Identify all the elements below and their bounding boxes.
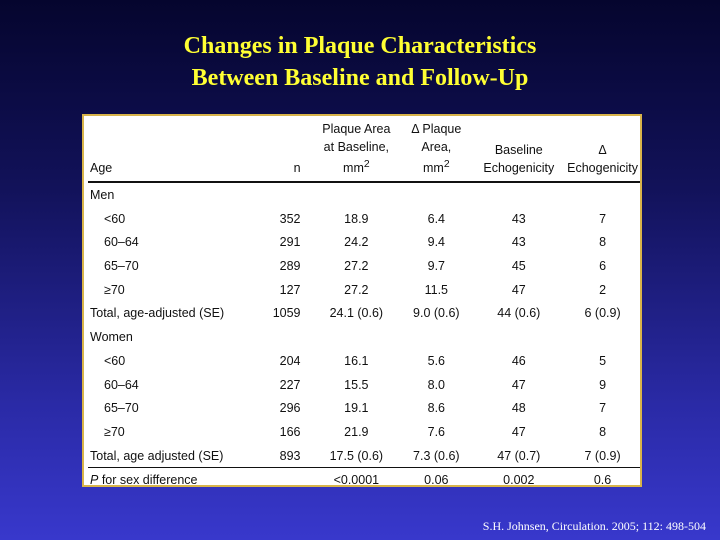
row-delta-echogenicity: 7	[599, 401, 607, 416]
row-delta-echogenicity: 2	[599, 282, 607, 297]
slide-title	[0, 30, 720, 94]
row-delta-echogenicity: 9	[599, 377, 607, 392]
table-row	[88, 373, 640, 397]
table-row	[88, 444, 640, 468]
table-row	[88, 302, 640, 326]
plaque-table	[88, 120, 640, 492]
row-delta-echogenicity: 7	[599, 211, 607, 226]
row-baseline-echogenicity: 43	[511, 235, 526, 250]
header-n: n	[293, 161, 301, 176]
row-delta-echogenicity: 6	[599, 259, 607, 274]
table-row	[88, 420, 640, 444]
row-baseline-echogenicity: 44 (0.6)	[497, 306, 541, 321]
p-label: P for sex difference	[88, 468, 259, 492]
row-baseline-echogenicity: 45	[511, 259, 526, 274]
p-delta-echo: 0.6	[565, 468, 640, 492]
row-delta-plaque-area: 5.6	[427, 353, 446, 368]
row-baseline-echogenicity: 47	[511, 424, 526, 439]
row-baseline-echogenicity: 47	[511, 282, 526, 297]
row-plaque-area: 21.9	[344, 424, 369, 439]
row-delta-echogenicity: 8	[599, 235, 607, 250]
row-age: 65–70	[104, 259, 139, 274]
row-age: <60	[104, 211, 126, 226]
table-row	[88, 231, 640, 255]
row-delta-echogenicity: 6 (0.9)	[584, 306, 621, 321]
row-plaque-area: 18.9	[344, 211, 369, 226]
row-delta-plaque-area: 9.4	[427, 235, 446, 250]
row-plaque-area: 19.1	[344, 401, 369, 416]
women-group-row	[88, 325, 640, 349]
title-line-1: Changes in Plaque Characteristics	[183, 33, 537, 59]
p-echo: 0.002	[472, 468, 565, 492]
row-n: 127	[279, 282, 301, 297]
header-age: Age	[90, 161, 113, 176]
row-age: ≥70	[104, 424, 125, 439]
row-delta-plaque-area: 7.6	[427, 424, 446, 439]
row-delta-plaque-area: 9.7	[427, 259, 446, 274]
row-plaque-area: 24.1 (0.6)	[329, 306, 384, 321]
row-plaque-area: 16.1	[344, 353, 369, 368]
men-label: Men	[90, 188, 115, 202]
table-panel	[82, 114, 642, 487]
row-delta-plaque-area: 8.6	[427, 401, 446, 416]
citation: S.H. Johnsen, Circulation. 2005; 112: 498-504	[482, 519, 706, 533]
header-baseline-echogenicity: Baseline Echogenicity	[483, 143, 555, 176]
row-n: 166	[279, 424, 301, 439]
row-delta-echogenicity: 5	[599, 353, 607, 368]
row-plaque-area: 15.5	[344, 377, 369, 392]
row-n: 352	[279, 211, 301, 226]
row-age: Total, age-adjusted (SE)	[90, 306, 225, 321]
row-age: 60–64	[104, 235, 139, 250]
row-n: 1059	[272, 306, 301, 321]
p-area: <0.0001	[313, 468, 401, 492]
row-age: ≥70	[104, 282, 125, 297]
row-n: 296	[279, 401, 301, 416]
row-delta-plaque-area: 8.0	[427, 377, 446, 392]
row-delta-plaque-area: 11.5	[424, 282, 449, 297]
row-plaque-area: 17.5 (0.6)	[329, 448, 384, 463]
row-n: 227	[279, 377, 301, 392]
women-label: Women	[90, 330, 133, 345]
row-age: 60–64	[104, 377, 139, 392]
header-row	[88, 120, 640, 182]
table-row	[88, 396, 640, 420]
table-row	[88, 207, 640, 231]
men-group-row	[88, 182, 640, 207]
row-delta-echogenicity: 7 (0.9)	[584, 448, 621, 463]
p-n	[259, 468, 312, 492]
row-baseline-echogenicity: 43	[511, 211, 526, 226]
row-age: 65–70	[104, 401, 139, 416]
table-row	[88, 349, 640, 373]
header-plaque-area: Plaque Area at Baseline, $mm^2$	[322, 122, 391, 176]
row-plaque-area: 24.2	[344, 235, 369, 250]
row-n: 291	[279, 235, 301, 250]
row-age: Total, age adjusted (SE)	[90, 448, 224, 463]
row-n: 289	[279, 259, 301, 274]
p-value-row	[88, 468, 640, 492]
table-body	[88, 182, 640, 492]
row-n: 893	[279, 448, 301, 463]
row-delta-plaque-area: 9.0 (0.6)	[413, 306, 460, 321]
row-delta-echogenicity: 8	[599, 424, 607, 439]
p-delta-area: 0.06	[400, 468, 472, 492]
table-row	[88, 278, 640, 302]
header-delta-echogenicity: Δ Echogenicity	[567, 143, 638, 176]
row-baseline-echogenicity: 48	[511, 401, 526, 416]
row-delta-plaque-area: 6.4	[427, 211, 446, 226]
title-line-2: Between Baseline and Follow-Up	[191, 65, 529, 91]
row-baseline-echogenicity: 46	[511, 353, 526, 368]
row-plaque-area: 27.2	[344, 259, 369, 274]
row-plaque-area: 27.2	[344, 282, 369, 297]
row-age: <60	[104, 353, 126, 368]
row-delta-plaque-area: 7.3 (0.6)	[413, 448, 460, 463]
table-row	[88, 254, 640, 278]
header-delta-plaque-area: Δ Plaque Area, $mm^2$	[411, 122, 462, 176]
row-baseline-echogenicity: 47	[511, 377, 526, 392]
row-n: 204	[279, 353, 301, 368]
row-baseline-echogenicity: 47 (0.7)	[497, 448, 541, 463]
